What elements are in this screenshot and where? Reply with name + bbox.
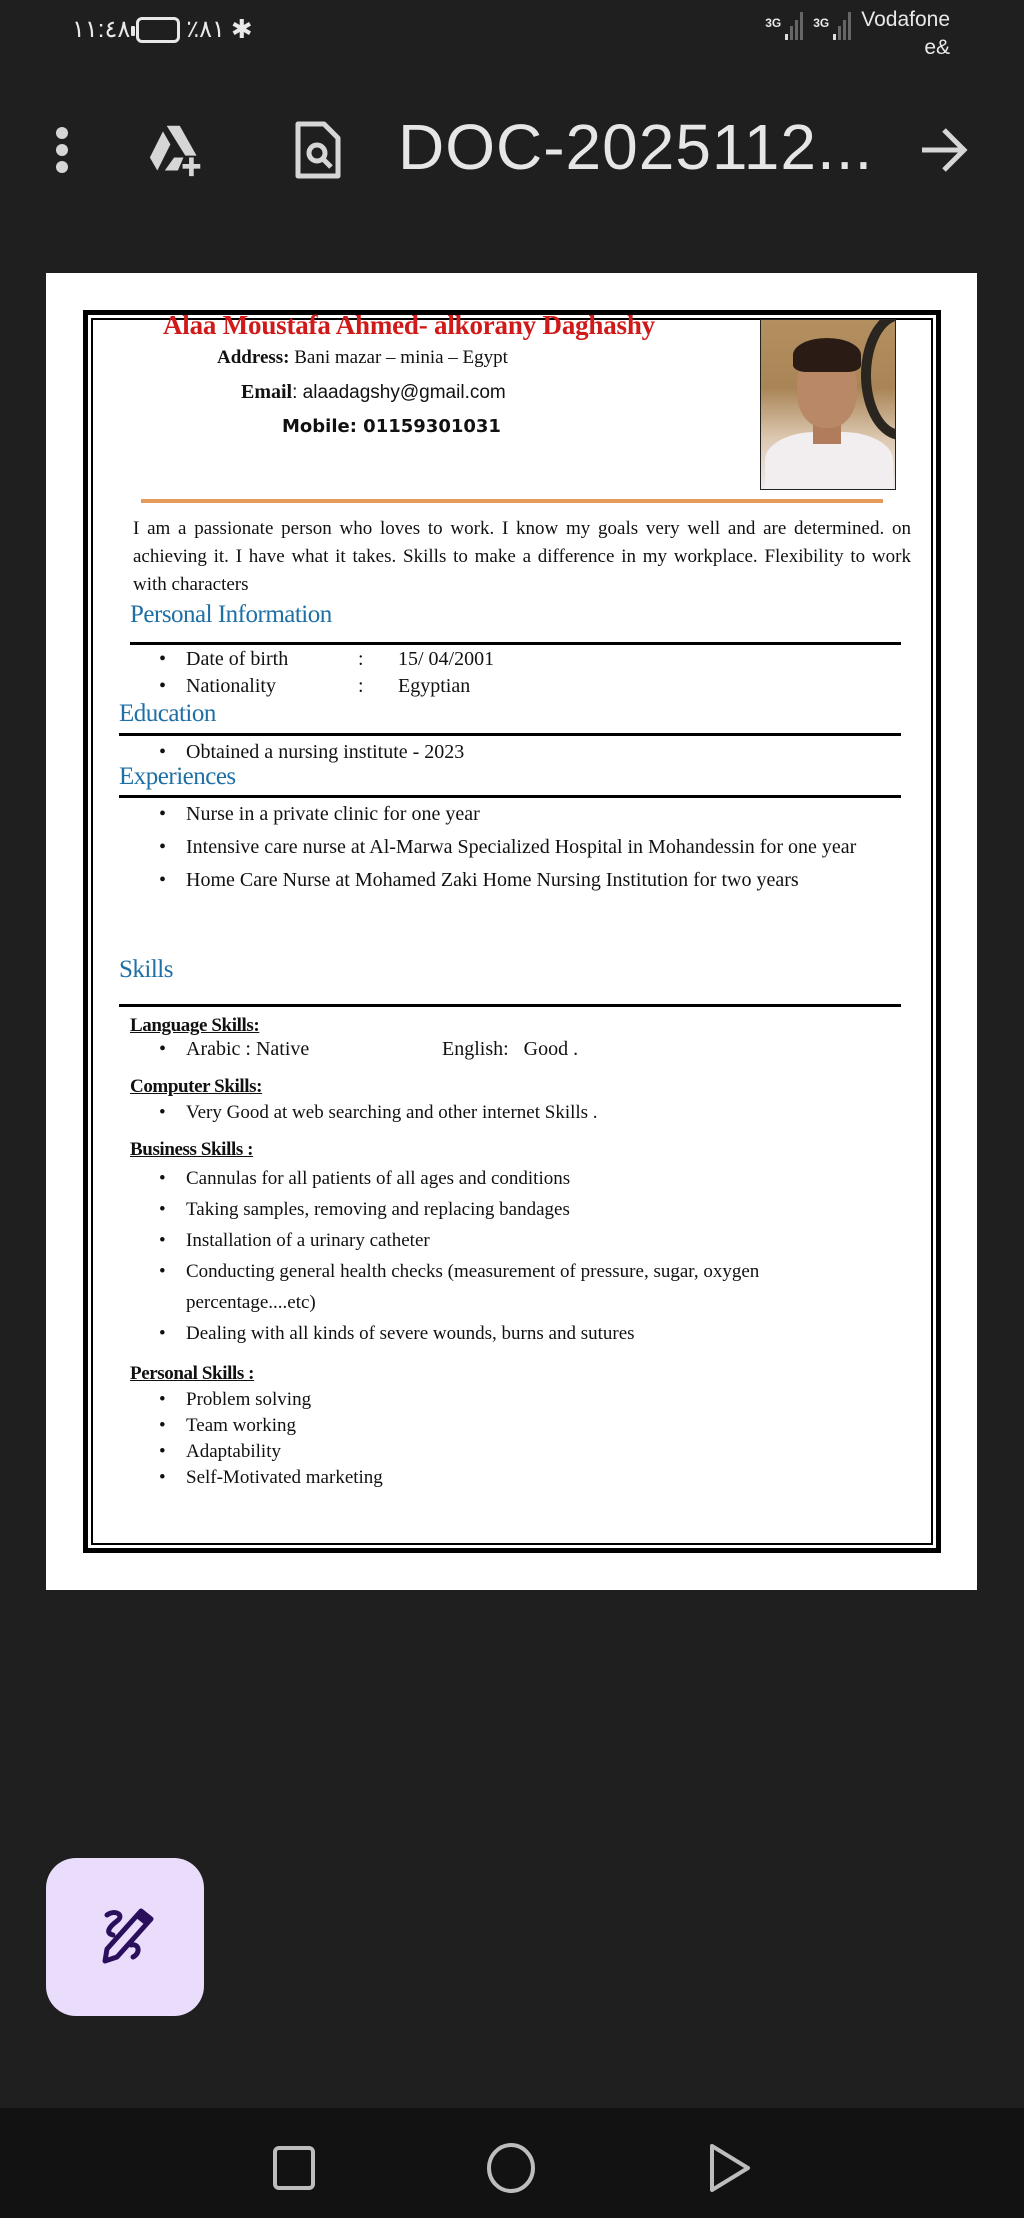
- mobile-line: Mobile: 01159301031: [282, 416, 501, 437]
- list-item: • Date of birth : 15/ 04/2001: [186, 646, 494, 673]
- more-vert-icon[interactable]: [34, 122, 90, 178]
- recents-square-icon[interactable]: [264, 2138, 324, 2198]
- list-item: • Cannulas for all patients of all ages and conditions: [186, 1163, 886, 1194]
- heading-experiences: Experiences: [119, 763, 236, 790]
- list-item: • Self-Motivated marketing: [186, 1465, 383, 1491]
- profile-photo: [760, 319, 896, 490]
- signal-icon-2: 3G: [813, 6, 851, 40]
- resume-content: [46, 273, 977, 1590]
- signal-icon: 3G: [765, 6, 803, 40]
- section-divider: [119, 733, 901, 736]
- back-triangle-icon[interactable]: [700, 2138, 760, 2198]
- list-item: • Taking samples, removing and replacing bandages: [186, 1194, 886, 1225]
- personal-skills-list: [186, 1387, 383, 1491]
- bluetooth-icon: ✱: [230, 14, 253, 44]
- address-line: Address: Bani mazar – minia – Egypt: [217, 347, 508, 368]
- section-divider: [130, 642, 901, 645]
- business-skills-list: [186, 1163, 886, 1349]
- heading-business-skills: Business Skills :: [130, 1139, 254, 1160]
- list-item: • Dealing with all kinds of severe wounds, burns and sutures: [186, 1318, 886, 1349]
- document-title: DOC-2025112...: [398, 111, 874, 183]
- personal-info-list: [186, 646, 494, 700]
- heading-language-skills: Language Skills:: [130, 1015, 260, 1036]
- heading-personal-skills: Personal Skills :: [130, 1363, 255, 1384]
- list-item: • Adaptability: [186, 1439, 383, 1465]
- arrow-forward-icon[interactable]: [916, 122, 972, 178]
- experiences-list: [186, 799, 906, 896]
- section-divider: [119, 795, 901, 798]
- document-search-icon[interactable]: [290, 122, 346, 178]
- annotate-fab-button[interactable]: [46, 1858, 204, 2016]
- list-item: • Team working: [186, 1413, 383, 1439]
- document-page[interactable]: [46, 273, 977, 1590]
- battery-percent: ٪٨١: [186, 16, 225, 43]
- language-skills-list: [186, 1036, 578, 1063]
- list-item: • Obtained a nursing institute - 2023: [186, 738, 464, 766]
- header-divider: [141, 499, 883, 503]
- list-item: • Intensive care nurse at Al-Marwa Specialized Hospital in Mohandessin for one year: [186, 832, 906, 863]
- email-line: Email: alaadagshy@gmail.com: [241, 381, 506, 403]
- education-list: [186, 738, 464, 766]
- drive-add-icon[interactable]: [148, 122, 204, 178]
- list-item: • Very Good at web searching and other internet Skills .: [186, 1099, 598, 1126]
- list-item: • Arabic : Native English: Good .: [186, 1036, 578, 1063]
- list-item: • Installation of a urinary catheter: [186, 1225, 886, 1256]
- list-item: • Home Care Nurse at Mohamed Zaki Home Nursing Institution for two years: [186, 865, 906, 896]
- battery-icon: [136, 17, 180, 43]
- computer-skills-list: [186, 1099, 598, 1126]
- list-item: • Nationality : Egyptian: [186, 673, 494, 700]
- list-item: • Problem solving: [186, 1387, 383, 1413]
- status-bar: [0, 0, 1024, 70]
- summary-paragraph: I am a passionate person who loves to work. I know my goals very well and are determined. on achieving it. I have what it takes. Skills to make a difference in my workplace. Flexibility to work with characters: [133, 518, 911, 595]
- home-circle-icon[interactable]: [481, 2138, 541, 2198]
- candidate-name: Alaa Moustafa Ahmed- alkorany Daghashy: [163, 310, 655, 340]
- status-left: [72, 14, 253, 45]
- clock: ١١:٤٨: [72, 16, 131, 43]
- system-nav-bar: [0, 2108, 1024, 2218]
- heading-personal-information: Personal Information: [130, 601, 332, 628]
- section-divider: [119, 1004, 901, 1007]
- heading-computer-skills: Computer Skills:: [130, 1076, 263, 1097]
- list-item: • Conducting general health checks (measurement of pressure, sugar, oxygen percentage....etc): [186, 1256, 886, 1318]
- heading-skills: Skills: [119, 956, 173, 983]
- heading-education: Education: [119, 700, 216, 727]
- carrier-name: Vodafone e&: [861, 8, 950, 59]
- status-right: [765, 6, 950, 62]
- list-item: • Nurse in a private clinic for one year: [186, 799, 906, 830]
- draw-annotate-icon: [95, 1907, 155, 1967]
